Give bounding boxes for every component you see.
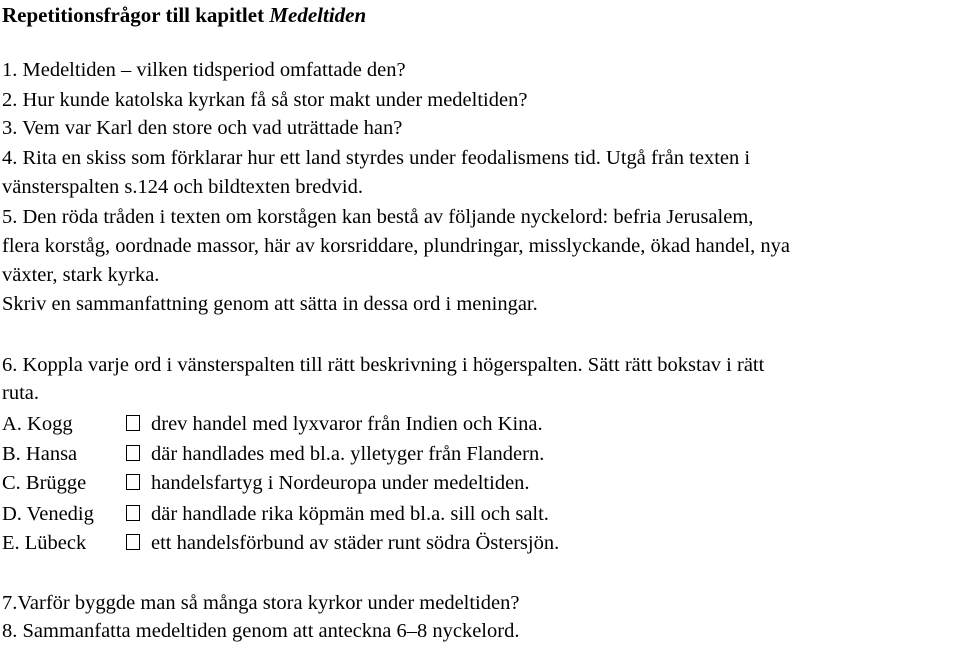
answer-box[interactable]	[126, 534, 140, 550]
question-2: 2. Hur kunde katolska kyrkan få så stor makt under medeltiden?	[2, 89, 528, 111]
matching-description: där handlades med bl.a. ylletyger från Flandern.	[151, 443, 545, 465]
answer-box[interactable]	[126, 505, 140, 521]
matching-description: drev handel med lyxvaror från Indien och Kina.	[151, 413, 543, 435]
question-5-line-4: Skriv en sammanfattning genom att sätta in dessa ord i meningar.	[2, 293, 538, 315]
matching-term: C. Brügge	[2, 472, 87, 494]
matching-row	[2, 410, 543, 438]
matching-row	[2, 529, 559, 557]
matching-term: A. Kogg	[2, 413, 73, 435]
question-8: 8. Sammanfatta medeltiden genom att anteckna 6–8 nyckelord.	[2, 620, 520, 642]
question-6-line-2: ruta.	[2, 382, 39, 404]
matching-term: D. Venedig	[2, 503, 94, 525]
title-prefix: Repetitionsfrågor till kapitlet	[2, 3, 270, 27]
matching-row	[2, 440, 544, 468]
matching-description: handelsfartyg i Nordeuropa under medeltiden.	[151, 472, 530, 494]
matching-row	[2, 469, 530, 497]
question-4-line-1: 4. Rita en skiss som förklarar hur ett land styrdes under feodalismens tid. Utgå från texten i	[2, 147, 751, 169]
question-1: 1. Medeltiden – vilken tidsperiod omfattade den?	[2, 59, 406, 81]
matching-row	[2, 500, 549, 528]
question-5-line-1: 5. Den röda tråden i texten om korstågen kan bestå av följande nyckelord: befria Jerusalem,	[2, 206, 754, 228]
question-4-line-2: vänsterspalten s.124 och bildtexten bredvid.	[2, 176, 363, 198]
matching-description: där handlade rika köpmän med bl.a. sill och salt.	[151, 503, 549, 525]
question-3: 3. Vem var Karl den store och vad uträttade han?	[2, 117, 403, 139]
title-chapter-name: Medeltiden	[269, 3, 367, 27]
question-5-line-2: flera korståg, oordnade massor, här av korsriddare, plundringar, misslyckande, ökad handel, nya	[2, 235, 790, 257]
answer-box[interactable]	[126, 474, 140, 490]
answer-box[interactable]	[126, 415, 140, 431]
question-5-line-3: växter, stark kyrka.	[2, 264, 160, 286]
matching-description: ett handelsförbund av städer runt södra Östersjön.	[151, 532, 560, 554]
question-7: 7.Varför byggde man så många stora kyrkor under medeltiden?	[2, 592, 520, 614]
question-6-line-1: 6. Koppla varje ord i vänsterspalten till rätt beskrivning i högerspalten. Sätt rätt bokstav i rätt	[2, 354, 765, 376]
matching-term: B. Hansa	[2, 443, 78, 465]
answer-box[interactable]	[126, 445, 140, 461]
matching-term: E. Lübeck	[2, 532, 87, 554]
page-title	[2, 2, 366, 28]
